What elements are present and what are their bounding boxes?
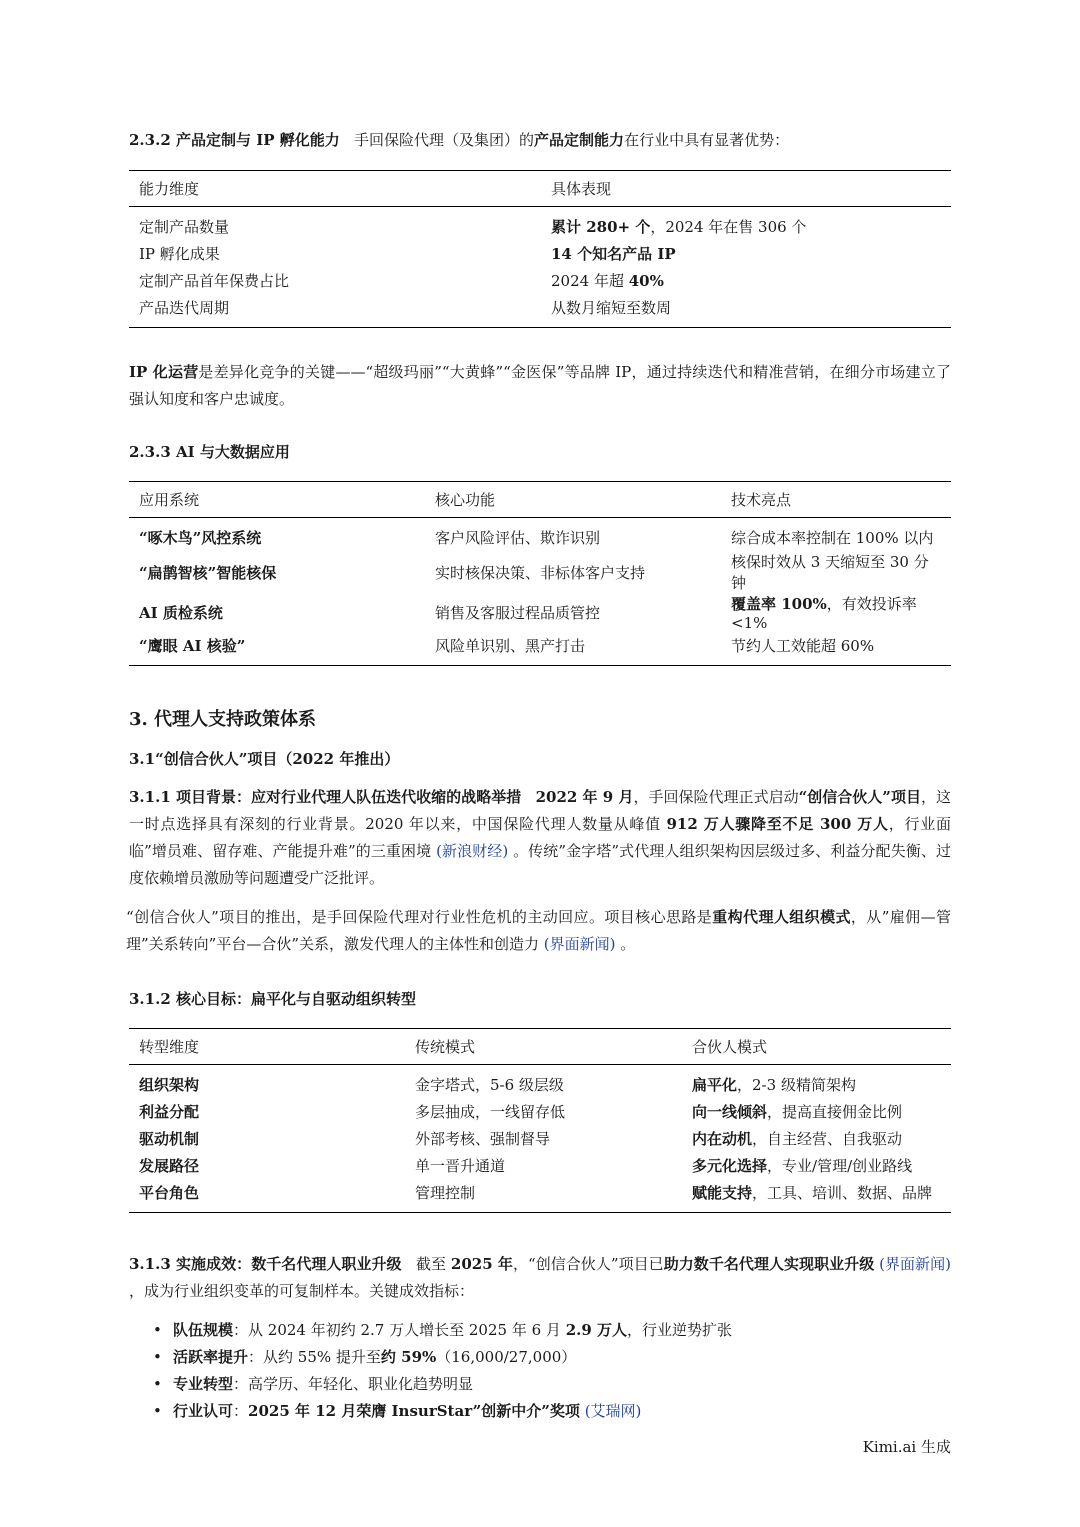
section-3-1-2-heading: 3.1.2 核心目标：扁平化与自驱动组织转型 [129, 990, 416, 1008]
table-header-row: 转型维度 传统模式 合伙人模式 [129, 1029, 951, 1065]
list-item: • 队伍规模：从 2024 年初约 2.7 万人增长至 2025 年 6 月 2.9 万人，行业逆势扩张 [173, 1317, 951, 1344]
citation-link[interactable]: (界面新闻) [543, 935, 616, 953]
section-3-1-1-paragraph: 3.1.1 项目背景：应对行业代理人队伍迭代收缩的战略举措 2022 年 9 月，手回保险代理正式启动“创信合伙人”项目，这一时点选择具有深刻的行业背景。2020 年以来，中国保险代理人数量从峰值 912 万人骤降至不足 300 万人，行业面临”增员难、留存难、产能提升难”的三重困境 (新浪财经) 。传统”金字塔”式代理人组织架构因层级过多、利益分配失衡、过度依赖增员激励等问题遭受广泛批评。 [129, 788, 951, 887]
capability-table [129, 170, 951, 328]
transformation-table [129, 1028, 951, 1213]
table-row: 产品迭代周期 从数月缩短至数周 [139, 299, 672, 317]
table-row: “扁鹊智核”智能核保 实时核保决策、非标体客户支持 核保时效从 3 天缩短至 30 分钟 [139, 553, 929, 592]
results-bullet-list [129, 1317, 951, 1425]
table-row: 发展路径 单一晋升通道 多元化选择，专业/管理/创业路线 [139, 1157, 913, 1175]
table-row: 定制产品数量 累计 280+ 个，2024 年在售 306 个 [139, 218, 807, 236]
section-2-3-2-intro: 2.3.2 产品定制与 IP 孵化能力 手回保险代理（及集团）的产品定制能力在行业中具有显著优势： [129, 131, 790, 149]
citation-link[interactable]: (艾瑞网) [584, 1402, 642, 1420]
section-2-3-2-heading: 2.3.2 产品定制与 IP 孵化能力 [129, 131, 340, 149]
table-header-row: 应用系统 核心功能 技术亮点 [129, 482, 951, 518]
ip-operation-paragraph: IP 化运营是差异化竞争的关键——“超级玛丽”“大黄蜂”“金医保”等品牌 IP，通过持续迭代和精准营销，在细分市场建立了强认知度和客户忠诚度。 [129, 363, 951, 408]
table-row: 定制产品首年保费占比 2024 年超 40% [139, 272, 664, 290]
citation-link[interactable]: (新浪财经) [436, 842, 509, 860]
project-rationale-paragraph: “创信合伙人”项目的推出，是手回保险代理对行业性危机的主动回应。项目核心思路是重构代理人组织模式，从”雇佣—管理”关系转向”平台—合伙”关系，激发代理人的主体性和创造力 (界面新闻) 。 [126, 908, 952, 953]
table-row: “鹰眼 AI 核验” 风险单识别、黑产打击 节约人工效能超 60% [139, 637, 875, 655]
table-row: 组织架构 金字塔式，5-6 级层级 扁平化，2-3 级精简架构 [139, 1076, 856, 1094]
section-3-1-heading: 3.1“创信合伙人”项目（2022 年推出） [129, 750, 400, 768]
page-footer: Kimi.ai 生成 [862, 1438, 951, 1456]
table-row: “啄木鸟”风控系统 客户风险评估、欺诈识别 综合成本率控制在 100% 以内 [139, 529, 934, 547]
section-3-1-3-paragraph: 3.1.3 实施成效：数千名代理人职业升级 截至 2025 年，“创信合伙人”项目已助力数千名代理人实现职业升级 (界面新闻) ，成为行业组织变革的可复制样本。关键成效指标： [129, 1255, 951, 1300]
list-item: • 专业转型：高学历、年轻化、职业化趋势明显 [173, 1371, 951, 1398]
table-row: AI 质检系统 销售及客服过程品质管控 覆盖率 100%，有效投诉率 <1% [139, 595, 917, 632]
ai-application-table [129, 481, 951, 666]
table-row: 利益分配 多层抽成，一线留存低 向一线倾斜，提高直接佣金比例 [139, 1103, 903, 1121]
document-page [126, 126, 952, 1425]
table-row: IP 孵化成果 14 个知名产品 IP [139, 245, 676, 263]
list-item: • 行业认可：2025 年 12 月荣膺 InsurStar”创新中介”奖项 (艾瑞网) [173, 1398, 951, 1425]
section-3-1-3-heading: 3.1.3 实施成效：数千名代理人职业升级 [129, 1255, 402, 1273]
citation-link[interactable]: (界面新闻) [879, 1255, 951, 1273]
section-3-heading: 3. 代理人支持政策体系 [129, 709, 317, 730]
section-2-3-3-heading: 2.3.3 AI 与大数据应用 [129, 443, 290, 461]
table-header-row: 能力维度 具体表现 [129, 171, 951, 207]
table-row: 平台角色 管理控制 赋能支持，工具、培训、数据、品牌 [139, 1184, 933, 1202]
list-item: • 活跃率提升：从约 55% 提升至约 59%（16,000/27,000） [173, 1344, 951, 1371]
section-3-1-1-heading: 3.1.1 项目背景：应对行业代理人队伍迭代收缩的战略举措 [129, 788, 522, 806]
table-row: 驱动机制 外部考核、强制督导 内在动机，自主经营、自我驱动 [139, 1130, 903, 1148]
